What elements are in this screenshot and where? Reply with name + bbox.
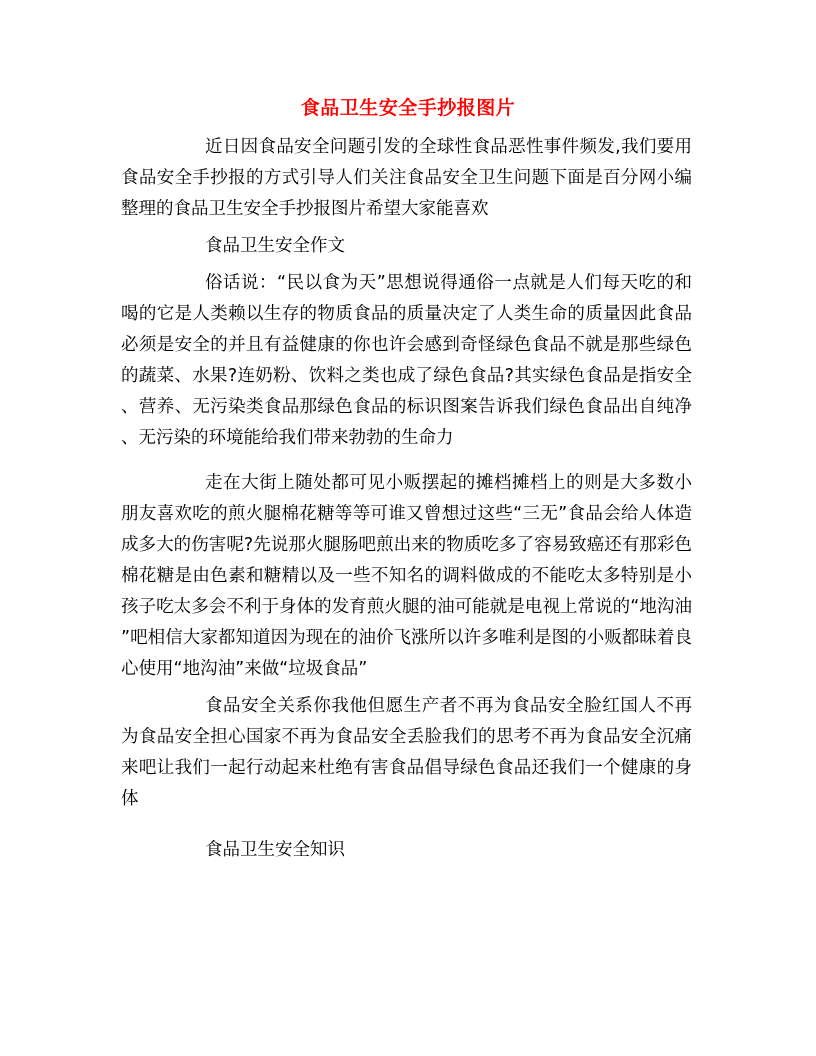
essay-paragraph-1: 俗话说：“民以食为天”思想说得通俗一点就是人们每天吃的和喝的它是人类赖以生存的物质食品的质量决定了人类生命的质量因此食品必须是安全的并且有益健康的你也许会感到奇怪绿色食品不就是那些绿色的蔬菜、水果?连奶粉、饮料之类也成了绿色食品?其实绿色食品是指安全、营养、无污染类食品那绿色食品的标识图案告诉我们绿色食品出自纯净、无污染的环境能给我们带来勃勃的生命力 bbox=[121, 273, 692, 448]
section-heading-essay: 食品卫生安全作文 bbox=[205, 236, 345, 256]
essay-paragraph-2: 走在大街上随处都可见小贩摆起的摊档摊档上的则是大多数小朋友喜欢吃的煎火腿棉花糖等等可谁又曾想过这些“三无”食品会给人体造成多大的伤害呢?先说那火腿肠吧煎出来的物质吃多了容易致癌还有那彩色棉花糖是由色素和糖精以及一些不知名的调料做成的不能吃太多特别是小孩子吃太多会不利于身体的发育煎火腿的油可能就是电视上常说的“地沟油”吧相信大家都知道因为现在的油价飞涨所以许多唯利是图的小贩都昧着良心使用“地沟油”来做“垃圾食品” bbox=[121, 473, 692, 679]
intro-paragraph: 近日因食品安全问题引发的全球性食品恶性事件频发,我们要用食品安全手抄报的方式引导人们关注食品安全卫生问题下面是百分网小编整理的食品卫生安全手抄报图片希望大家能喜欢 bbox=[121, 137, 692, 219]
section-heading-knowledge: 食品卫生安全知识 bbox=[205, 840, 345, 860]
essay-paragraph-3: 食品安全关系你我他但愿生产者不再为食品安全脸红国人不再为食品安全担心国家不再为食品安全丢脸我们的思考不再为食品安全沉痛来吧让我们一起行动起来杜绝有害食品倡导绿色食品还我们一个健康的身体 bbox=[121, 696, 692, 809]
document-body bbox=[121, 132, 692, 866]
document-title: 食品卫生安全手抄报图片 bbox=[300, 97, 516, 119]
